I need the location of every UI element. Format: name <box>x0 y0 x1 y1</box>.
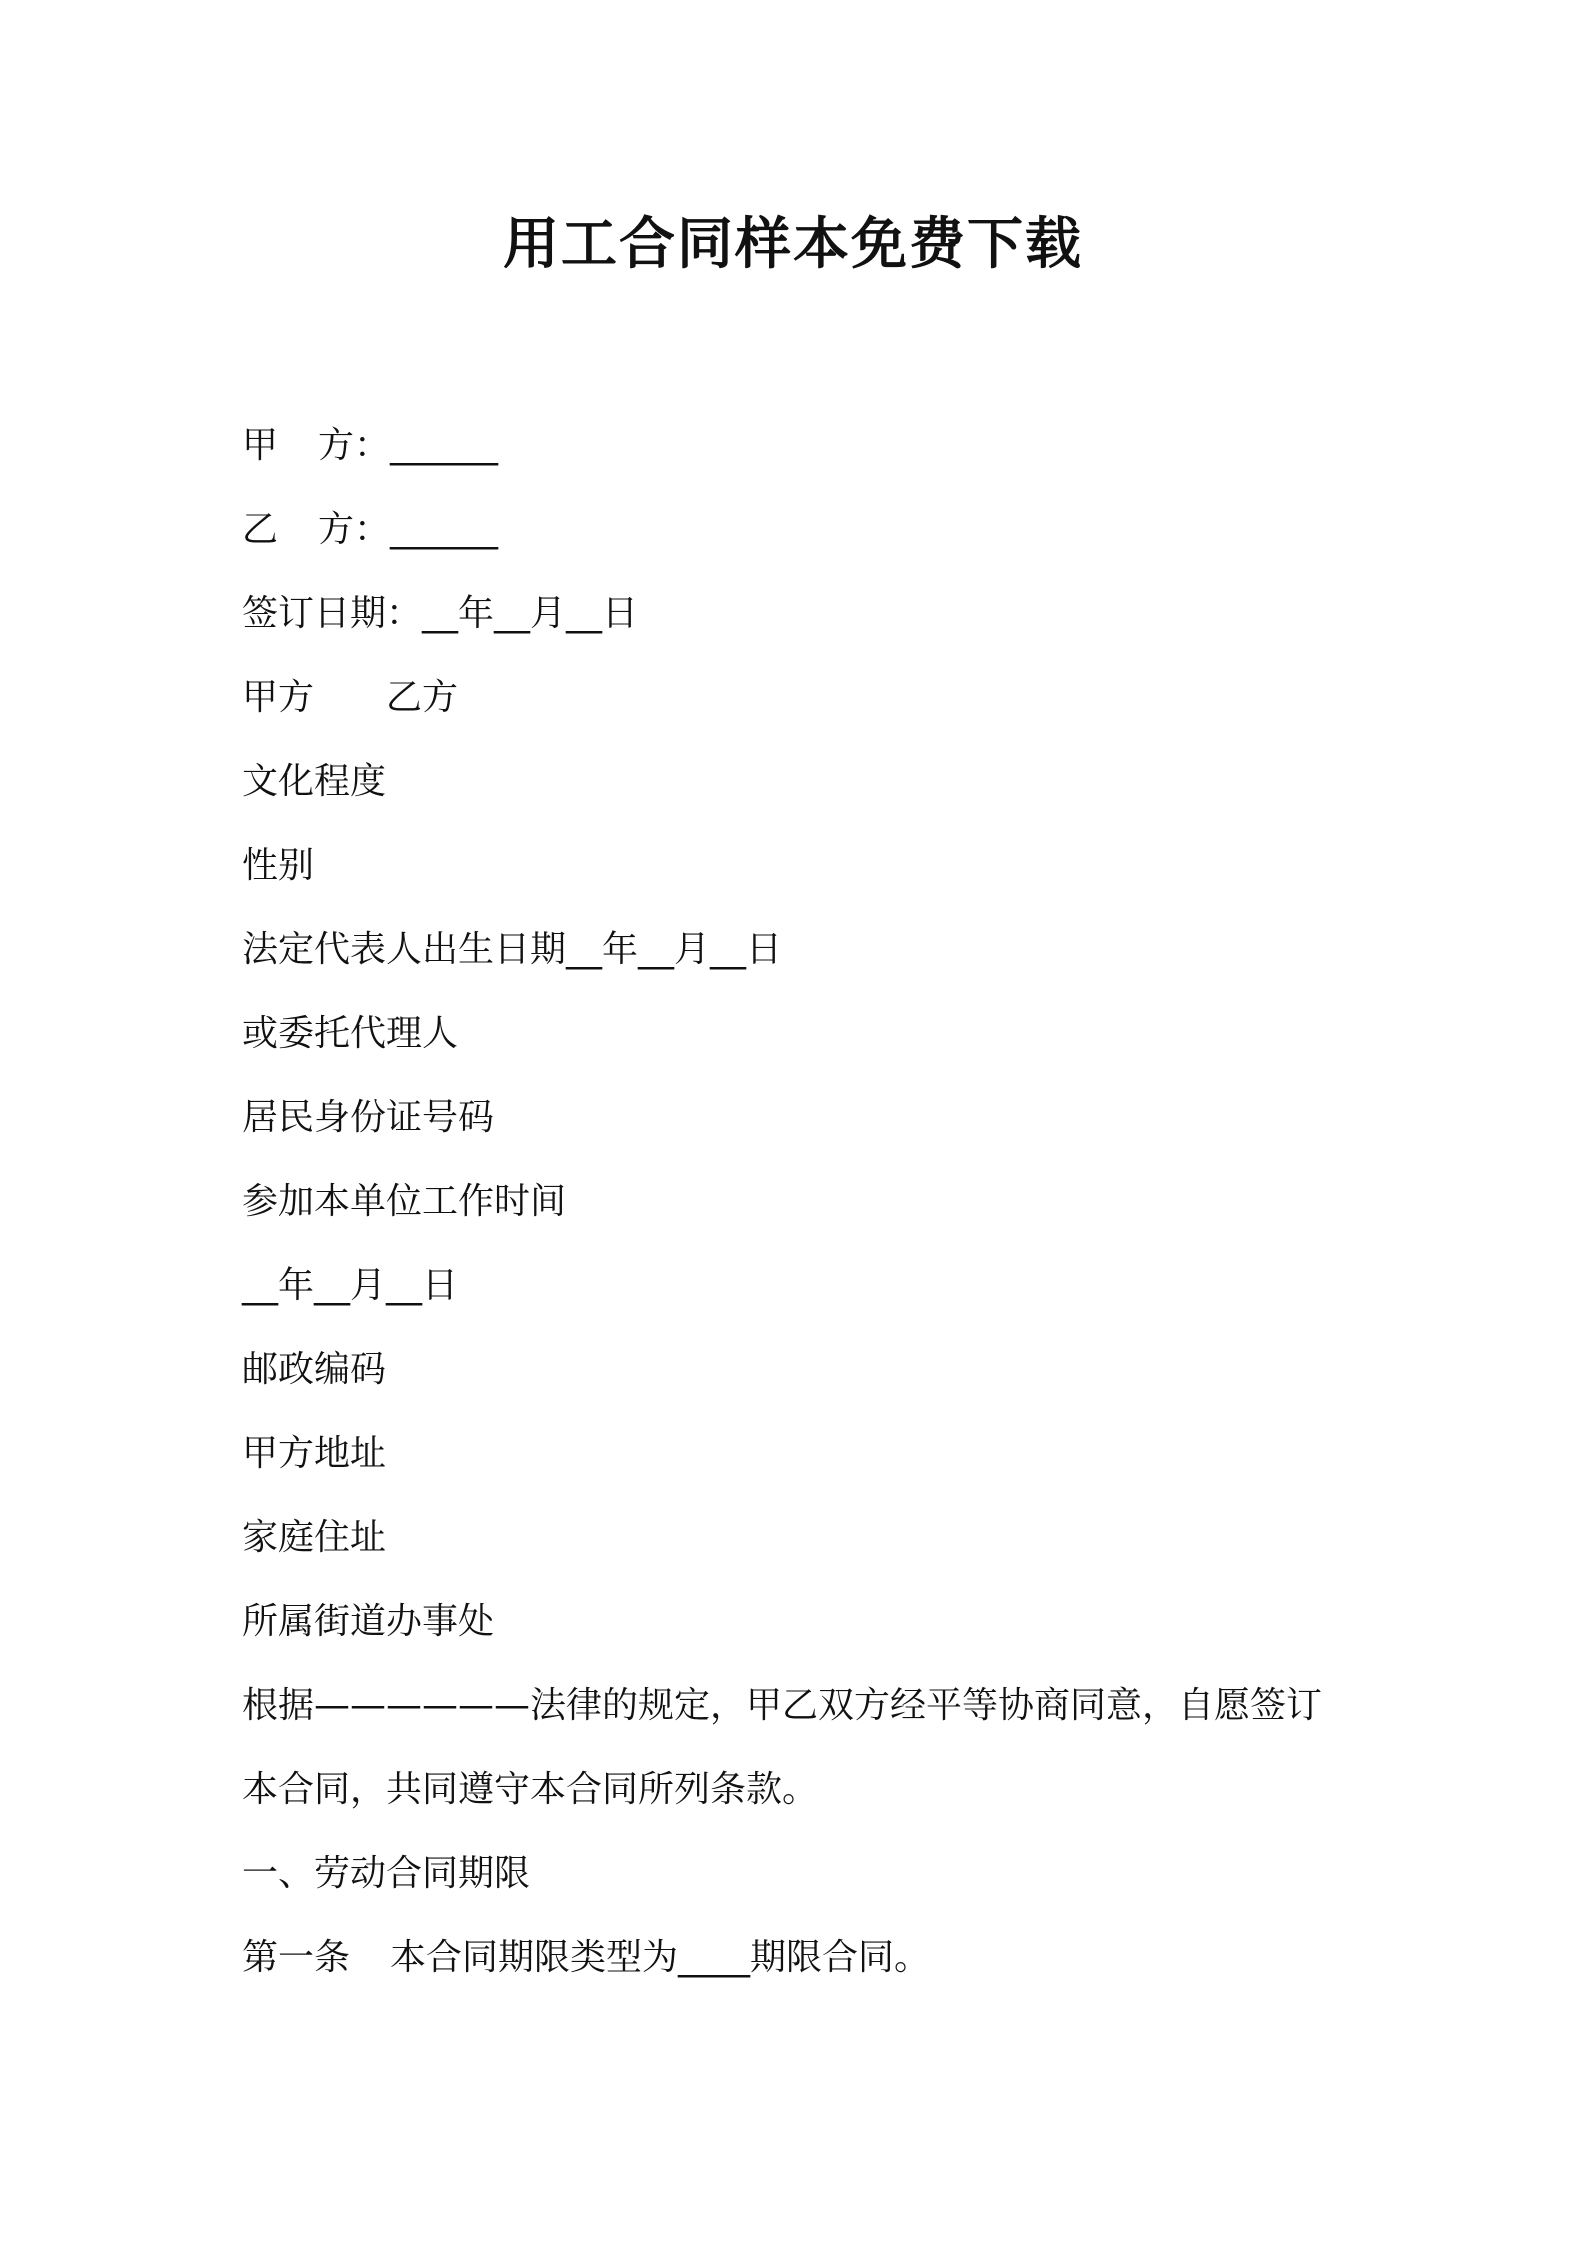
section-1-heading: 一、劳动合同期限 <box>242 1853 531 1894</box>
party-a-line <box>242 404 1362 488</box>
join-date-line: __年__月__日 <box>242 1265 459 1306</box>
sign-date-line: 签订日期：__年__月__日 <box>242 593 639 634</box>
home-address-line: 家庭住址 <box>242 1517 387 1558</box>
party-a-label-rest: 方：______ <box>318 425 499 466</box>
party-b-short: 乙方 <box>386 677 459 718</box>
party-a-address-line: 甲方地址 <box>242 1433 387 1474</box>
join-time-line: 参加本单位工作时间 <box>242 1181 567 1222</box>
article-1-text: 本合同期限类型为____期限合同。 <box>390 1937 931 1978</box>
street-office-line: 所属街道办事处 <box>242 1601 495 1642</box>
party-b-label-char: 乙 <box>242 509 279 550</box>
basis-paragraph-line-2: 本合同，共同遵守本合同所列条款。 <box>242 1769 819 1810</box>
basis-paragraph-line-1: 根据——————法律的规定，甲乙双方经平等协商同意，自愿签订 <box>242 1685 1323 1726</box>
legal-rep-birth-line: 法定代表人出生日期__年__月__日 <box>242 929 783 970</box>
document-title: 用工合同样本免费下载 <box>503 212 1083 277</box>
postal-code-line: 邮政编码 <box>242 1349 387 1390</box>
party-b-label-rest: 方：______ <box>318 509 499 550</box>
party-b-line <box>242 488 1362 572</box>
gender-line: 性别 <box>242 845 315 886</box>
agent-line: 或委托代理人 <box>242 1013 459 1054</box>
id-number-line: 居民身份证号码 <box>242 1097 495 1138</box>
article-1-line <box>242 1916 1362 2000</box>
document-body <box>242 404 1362 2000</box>
education-line: 文化程度 <box>242 761 387 802</box>
parties-header-line <box>242 656 1362 740</box>
party-a-short: 甲方 <box>242 677 315 718</box>
party-a-label-char: 甲 <box>242 425 279 466</box>
article-1-label: 第一条 <box>242 1937 351 1978</box>
